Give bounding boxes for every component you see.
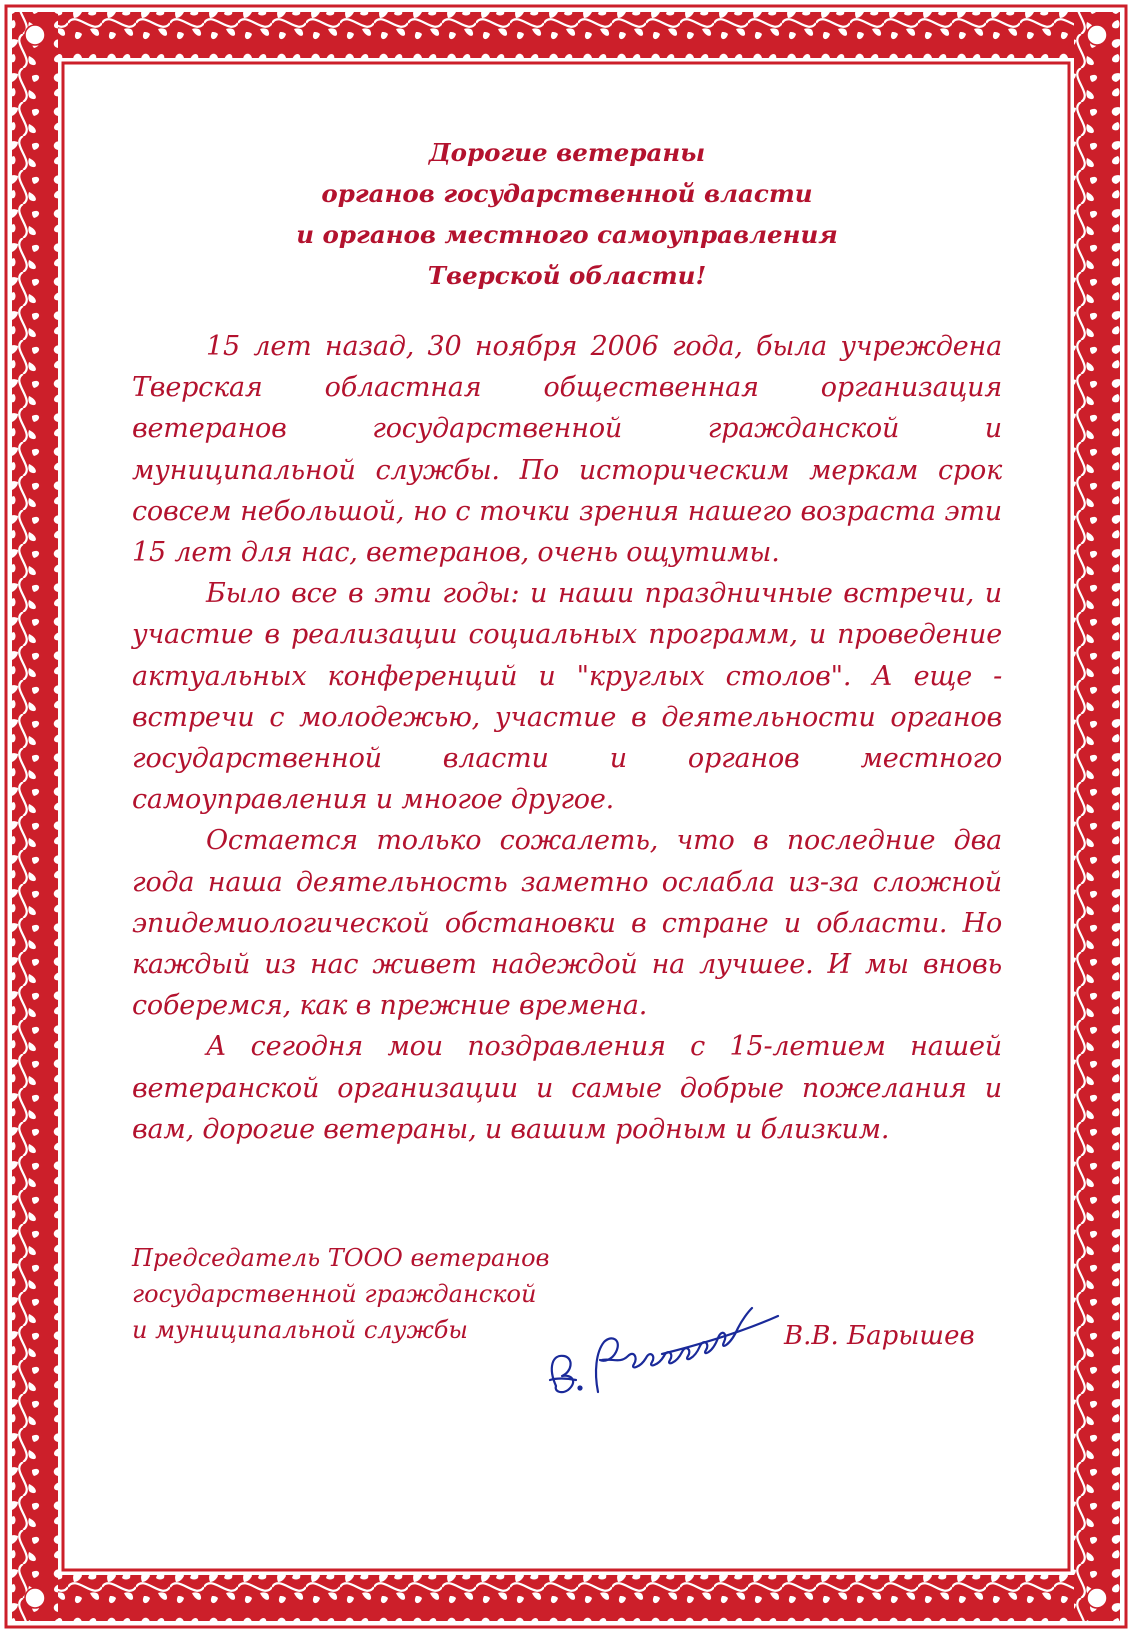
body-paragraph-1: 15 лет назад, 30 ноября 2006 года, была учреждена Тверская областная общественная организация ветеранов государственной гражданской и муниципальной службы. По историческим меркам срок совсем небольшой, но с точки зрения нашего возраста эти 15 лет для нас, ветеранов, очень ощутимы. [132, 331, 1002, 569]
body-paragraph-3: Остается только сожалеть, что в последние два года наша деятельность заметно ослабла из-за сложной эпидемиологической обстановки в стране и области. Но каждый из нас живет надеждой на лучшее. И мы вновь соберемся, как в прежние времена. [132, 825, 1002, 1022]
heading-line: органов государственной власти [321, 179, 813, 208]
role-line: Председатель ТООО ветеранов [132, 1244, 550, 1272]
signatory-role [132, 1240, 550, 1348]
signatory-name: В.В. Барышев [784, 1321, 975, 1351]
letter-content [132, 132, 1002, 1150]
signature-block [132, 1240, 1002, 1400]
heading-line: и органов местного самоуправления [296, 220, 838, 249]
heading-line: Тверской области! [427, 261, 707, 290]
body-paragraph-4: А сегодня мои поздравления с 15-летием нашей ветеранской организации и самые добрые пожелания и вам, дорогие ветераны, и вашим родным и близким. [132, 1031, 1002, 1145]
role-line: государственной гражданской [132, 1280, 537, 1308]
handwritten-signature [542, 1298, 782, 1398]
greeting-heading [132, 132, 1002, 296]
role-line: и муниципальной службы [132, 1316, 468, 1344]
heading-line: Дорогие ветераны [428, 138, 706, 167]
body-paragraph-2: Было все в эти годы: и наши праздничные встречи, и участие в реализации социальных программ, и проведение актуальных конференций и "круглых столов". А еще - встречи с молодежью, участие в деятельности органов государственной власти и органов местного самоуправления и многое другое. [132, 578, 1002, 816]
